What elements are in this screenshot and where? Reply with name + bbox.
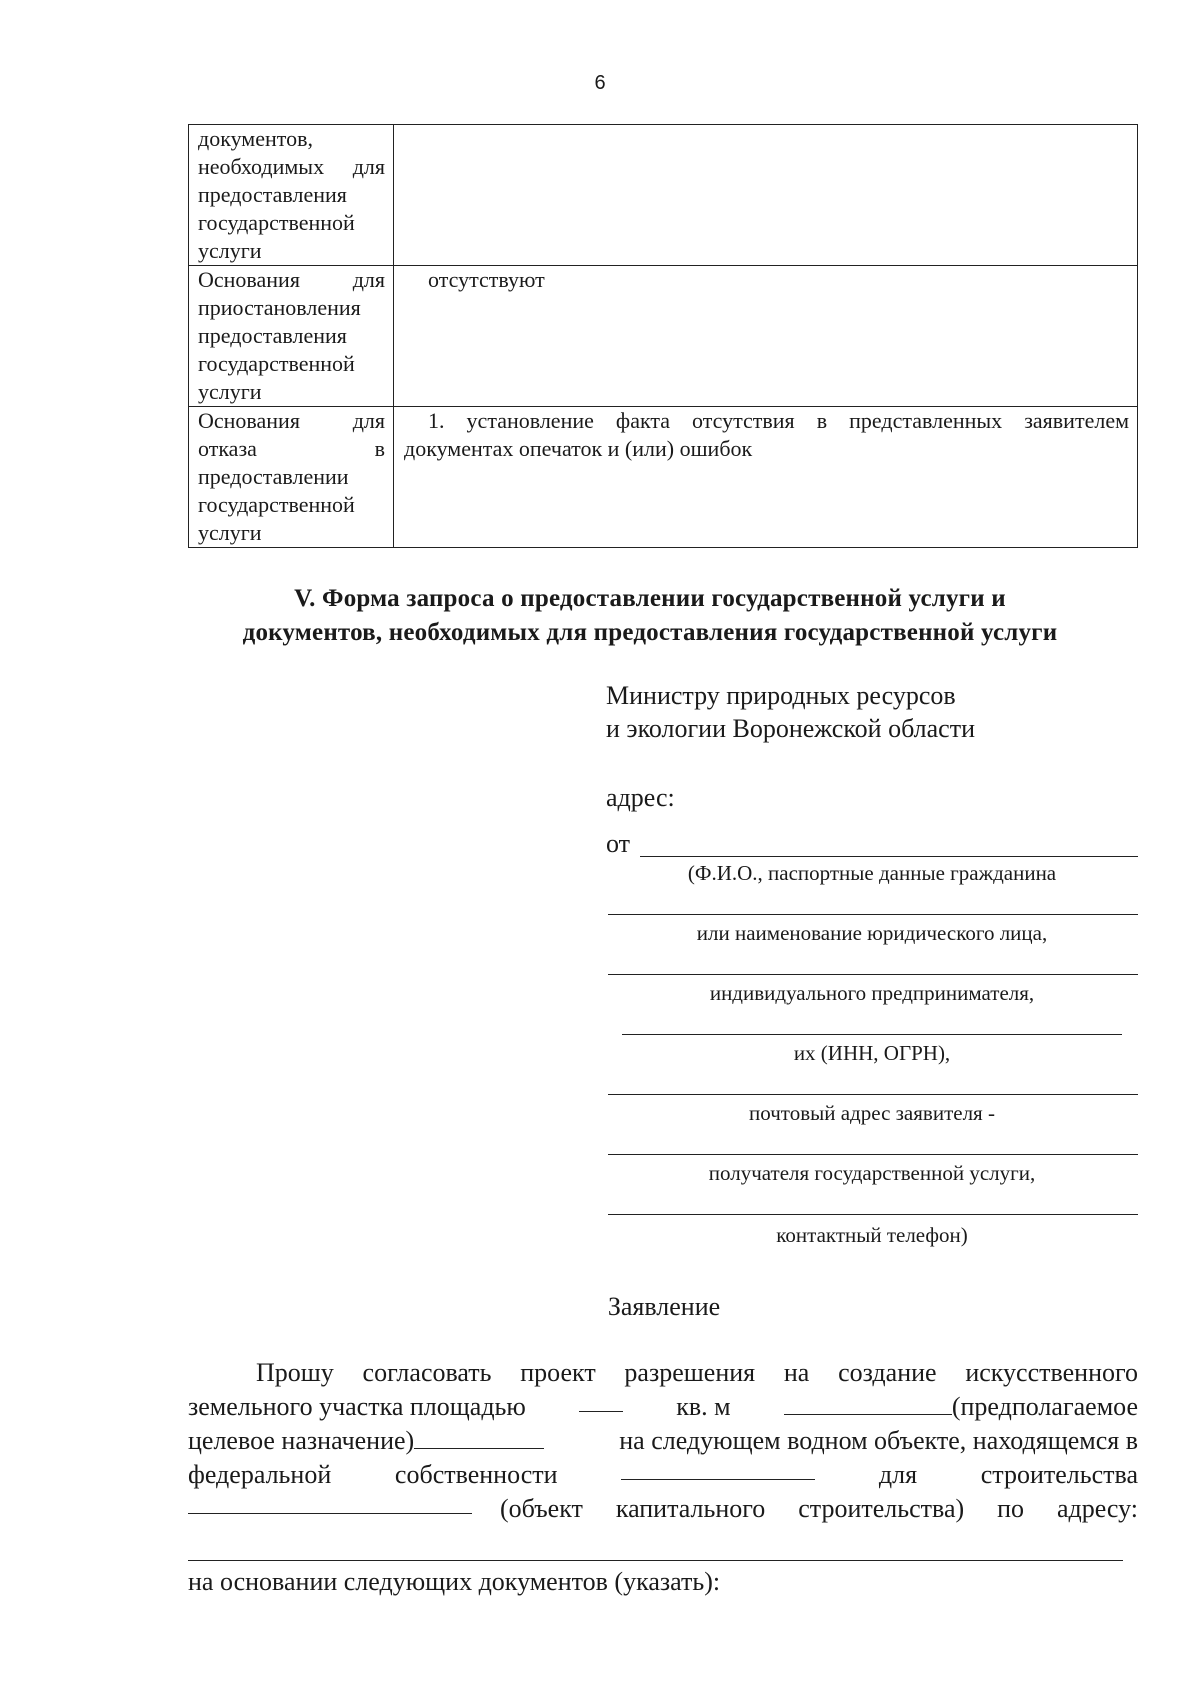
cell-line: предоставлении: [198, 464, 349, 489]
fill-line: [608, 974, 1138, 975]
cell-line: Основания для: [198, 408, 385, 433]
table-cell-label: [189, 407, 394, 548]
body-text: на следующем водном объекте, находящемся в: [619, 1426, 1138, 1455]
cell-line: государственной: [198, 210, 355, 235]
body-text: собственности: [394, 1460, 558, 1489]
body-line: [188, 1566, 1138, 1598]
blank-field: [579, 1391, 623, 1412]
fill-line: [640, 856, 1138, 857]
table-row: [189, 266, 1138, 407]
blank-field: [784, 1394, 952, 1415]
field-caption: (Ф.И.О., паспортные данные гражданина: [687, 861, 1057, 885]
heading-line: документов, необходимых для предоставления государственной услуги: [242, 619, 1058, 646]
cell-line: отсутствуют: [428, 267, 545, 292]
fill-line: [608, 1094, 1138, 1095]
fill-line: [608, 1154, 1138, 1155]
cell-line: предоставления: [198, 182, 347, 207]
body-line: [188, 1391, 1138, 1423]
table-cell-label: [189, 125, 394, 266]
fill-line: [188, 1560, 1123, 1561]
body-text: строительства: [980, 1460, 1138, 1489]
field-caption: их (ИНН, ОГРН),: [793, 1041, 951, 1065]
body-text: кв. м: [676, 1392, 731, 1421]
cell-line: документах опечаток и (или) ошибок: [404, 436, 753, 461]
body-text: (объект капитального строительства) по адресу:: [500, 1494, 1138, 1523]
table-cell-label: [189, 266, 394, 407]
field-caption: индивидуального предпринимателя,: [709, 981, 1035, 1005]
cell-line: документов,: [198, 126, 313, 151]
body-line: [188, 1459, 1138, 1491]
table-row: [189, 125, 1138, 266]
page-number: 6: [594, 72, 606, 94]
cell-line: услуги: [198, 238, 262, 263]
from-label: от: [606, 829, 631, 858]
cell-line: государственной: [198, 492, 355, 517]
addressee-line: и экологии Воронежской области: [606, 714, 975, 743]
field-caption: почтовый адрес заявителя -: [749, 1101, 995, 1125]
field-caption: контактный телефон): [776, 1223, 968, 1247]
section-heading: [150, 582, 1150, 650]
field-caption: получателя государственной услуги,: [708, 1161, 1036, 1185]
service-info-table: [188, 124, 1138, 548]
body-text: федеральной: [188, 1460, 332, 1489]
heading-line: V. Форма запроса о предоставлении государственной услуги и: [294, 585, 1006, 612]
table-cell-value: [394, 125, 1138, 266]
body-text-line: Прошу согласовать проект разрешения на создание искусственного: [256, 1358, 1138, 1387]
addressee-line: Министру природных ресурсов: [606, 681, 956, 710]
fill-line: [622, 1034, 1122, 1035]
cell-line: предоставления: [198, 323, 347, 348]
cell-line: государственной: [198, 351, 355, 376]
address-label: адрес:: [606, 783, 675, 812]
body-text: (предполагаемое: [951, 1392, 1138, 1421]
fill-line: [608, 914, 1138, 915]
cell-line: услуги: [198, 520, 262, 545]
cell-line: отказа в: [198, 436, 385, 461]
cell-line: необходимых для: [198, 154, 385, 179]
body-text: целевое назначение): [188, 1426, 415, 1455]
blank-field: [414, 1428, 544, 1449]
cell-line: Основания для: [198, 267, 385, 292]
body-line: [188, 1357, 1138, 1389]
body-line: [188, 1425, 1138, 1457]
body-text: на основании следующих документов (указать):: [188, 1567, 721, 1596]
fill-line: [608, 1214, 1138, 1215]
field-caption: или наименование юридического лица,: [696, 921, 1048, 945]
cell-line: 1. установление факта отсутствия в представленных заявителем: [428, 408, 1129, 433]
cell-line: услуги: [198, 379, 262, 404]
body-line: [188, 1493, 1138, 1525]
body-text: земельного участка площадью: [188, 1392, 526, 1421]
cell-line: приостановления: [198, 295, 361, 320]
body-text: для: [878, 1460, 918, 1489]
table-cell-value: [394, 407, 1138, 548]
application-title: Заявление: [607, 1292, 721, 1321]
blank-field: [188, 1493, 472, 1514]
table-row: [189, 407, 1138, 548]
table-cell-value: [394, 266, 1138, 407]
blank-field: [621, 1459, 815, 1480]
